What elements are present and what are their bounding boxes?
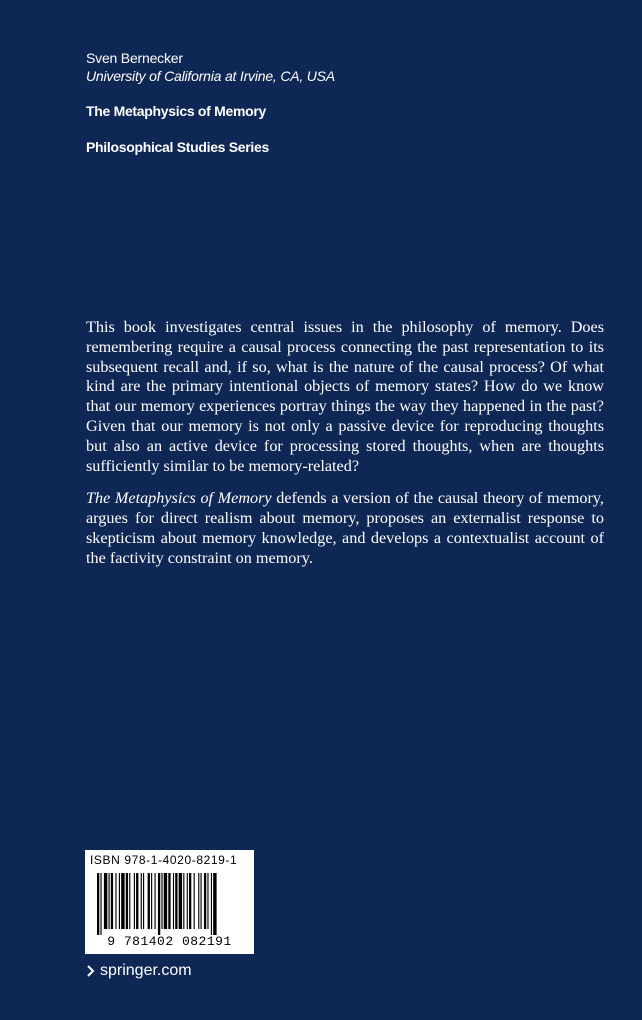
blurb-paragraph-2 xyxy=(86,489,604,568)
blurb-title-reference: The Metaphysics of Memory xyxy=(86,489,272,508)
isbn-barcode xyxy=(85,850,254,954)
author-name: Sven Bernecker xyxy=(86,50,183,66)
series-name: Philosophical Studies Series xyxy=(86,139,269,155)
book-title: The Metaphysics of Memory xyxy=(86,103,266,119)
springer-link[interactable] xyxy=(86,962,192,980)
author-affiliation: University of California at Irvine, CA, USA xyxy=(86,68,335,84)
blurb-paragraph-1: This book investigates central issues in the philosophy of memory. Does remembering require a causal process connecting the past representation to its subsequent recall and, if so, what is the nature of the causal process? Of what kind are the primary intentional objects of memory states? How do we know that our memory experiences portray things the way they happened in the past? Given that our memory is not only a passive device for reproducing thoughts but also an active device for processing stored thoughts, when are thoughts sufficiently similar to be memory-related? xyxy=(86,318,604,475)
blurb-paragraph-2-text: defends a version of the causal theory of memory, argues for direct realism about memory, proposes an externalist response to skepticism about memory knowledge, and develops a contextualist account of the factivity constraint on memory. xyxy=(86,489,604,567)
barcode-digits: 9 781402 082191 xyxy=(107,934,232,949)
springer-link-text: springer.com xyxy=(100,962,192,979)
author-block xyxy=(86,49,335,85)
barcode-bars xyxy=(85,871,254,937)
chevron-right-icon xyxy=(86,964,96,978)
isbn-label: ISBN 978-1-4020-8219-1 xyxy=(90,853,238,867)
book-blurb xyxy=(86,318,604,582)
